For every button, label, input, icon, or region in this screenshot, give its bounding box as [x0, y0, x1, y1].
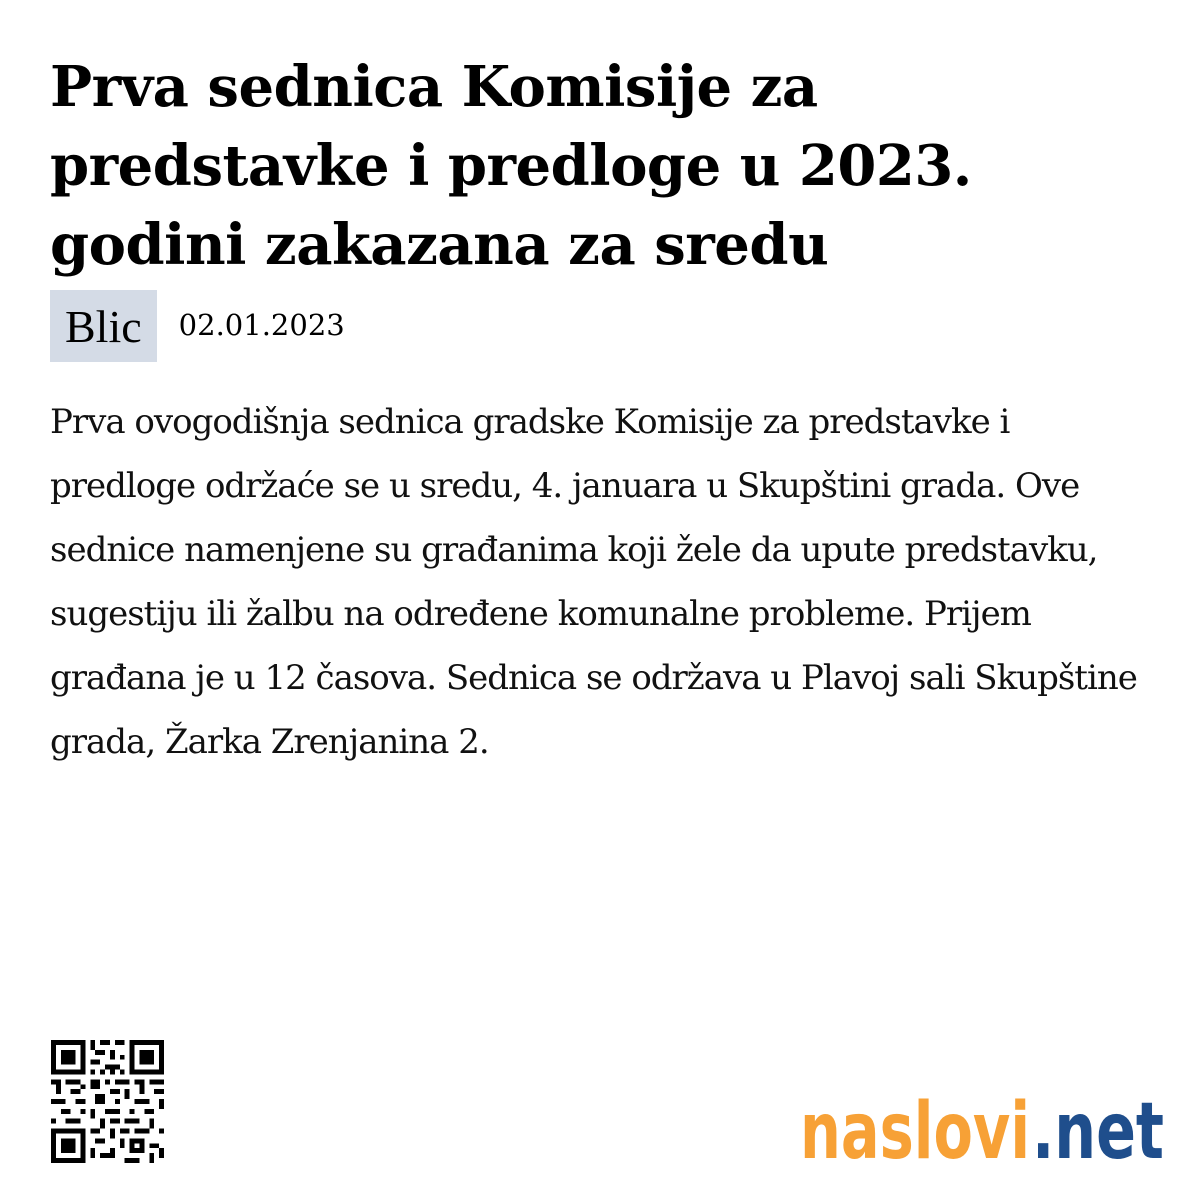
publish-date: 02.01.2023	[178, 308, 345, 342]
source-badge[interactable]: Blic	[50, 290, 157, 362]
article-title: Prva sednica Komisije za predstavke i predloge u 2023. godini zakazana za sredu	[50, 54, 972, 278]
logo-text-primary: naslovi	[800, 1087, 1030, 1168]
article-meta	[50, 290, 345, 362]
logo-text-secondary: .net	[1032, 1087, 1164, 1168]
qr-code-icon[interactable]	[50, 1040, 165, 1163]
naslovi-net-logo[interactable]	[800, 1078, 1165, 1168]
article-body: Prva ovogodišnja sednica gradske Komisije za predstavke i predloge održaće se u sredu, 4. januara u Skupštini grada. Ove sednice namenjene su građanima koji žele da upute predstavku, sugestiju ili žalbu na određene komunalne probleme. Prijem građana je u 12 časova. Sednica se održava u Plavoj sali Skupštine grada, Žarka Zrenjanina 2.	[50, 402, 1137, 762]
